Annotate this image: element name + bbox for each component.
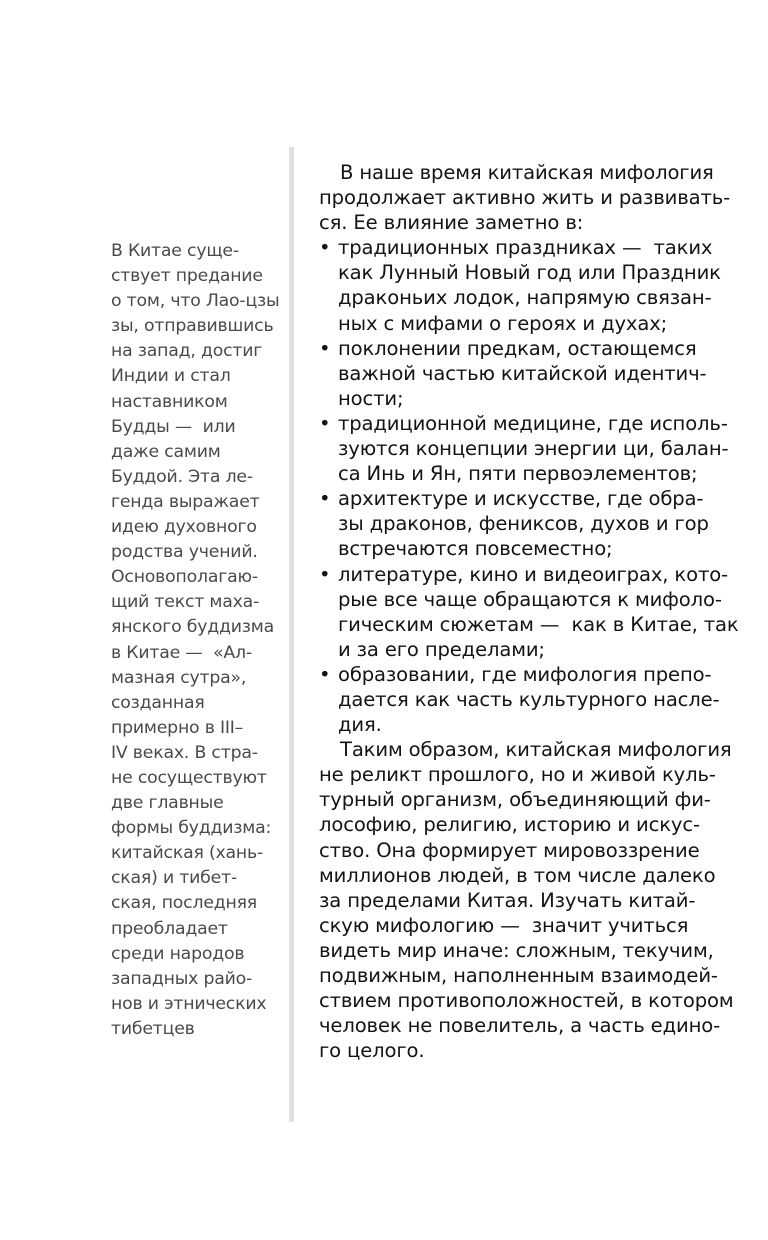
text-line: миллионов людей, в том числе далеко — [319, 863, 716, 887]
list-item — [319, 562, 739, 662]
item-text: литературе, кино и видеоиграх, кото- — [338, 562, 728, 586]
text-line: за пределами Китая. Изучать китай- — [319, 888, 696, 912]
list-item — [319, 662, 720, 737]
sidebar-line: даже самим — [111, 441, 221, 462]
vertical-divider — [289, 147, 294, 1122]
text-line: встречаются повсеместно; — [338, 537, 613, 561]
sidebar-line: нов и этнических — [111, 993, 267, 1014]
sidebar-line: В Китае суще- — [111, 241, 239, 261]
text-line: скую мифологию — значит учиться — [319, 913, 689, 937]
text-line: В наше время китайская мифология — [340, 161, 714, 184]
text-line: рые все чаще обращаются к мифоло- — [338, 587, 722, 611]
bullet-icon: • — [319, 562, 331, 586]
sidebar-line: две главные — [111, 793, 224, 814]
bullet-icon: • — [319, 336, 331, 360]
text-line: видеть мир иначе: сложным, текучим, — [319, 938, 714, 962]
sidebar-line: о том, что Лао-цзы — [111, 291, 280, 312]
text-line: как Лунный Новый год или Праздник — [338, 261, 721, 285]
text-line: и за его пределами; — [338, 637, 545, 661]
sidebar-line: IV веках. В стра- — [111, 742, 258, 763]
sidebar-line: идею духовного — [111, 517, 257, 538]
sidebar-line: Будды — или — [111, 416, 236, 437]
text-line: подвижным, наполненным взаимодей- — [319, 964, 718, 987]
bullet-icon: • — [319, 662, 331, 686]
bullet-icon: • — [319, 236, 331, 260]
main-text — [319, 160, 739, 1063]
sidebar-line: зы, отправившись — [111, 316, 274, 337]
text-line — [319, 336, 699, 361]
list-item — [319, 336, 707, 411]
text-line: дается как часть культурного насле- — [338, 687, 720, 711]
sidebar-line: среди народов — [111, 943, 245, 964]
sidebar-line: ская) и тибет- — [111, 868, 237, 889]
sidebar-line: преобладает — [111, 918, 228, 939]
text-line — [319, 662, 712, 687]
intro-paragraph — [319, 160, 731, 235]
conclusion-paragraph — [319, 737, 734, 1063]
text-line: дия. — [338, 713, 382, 737]
sidebar-line: щий текст маха- — [111, 592, 260, 613]
text-line: драконьих лодок, напрямую связан- — [338, 286, 712, 310]
text-line: го целого. — [319, 1039, 425, 1063]
sidebar-line: Индии и стал — [111, 366, 231, 387]
list-item — [319, 486, 709, 561]
list-item — [319, 411, 729, 486]
sidebar-line: западных райо- — [111, 968, 253, 989]
item-text: архитектуре и искусстве, где обра- — [338, 487, 704, 511]
sidebar-line: Основополагаю- — [111, 567, 258, 588]
list-item — [319, 235, 721, 335]
text-line: ности; — [338, 386, 404, 410]
text-line: Таким образом, китайская мифология — [340, 738, 732, 762]
item-text: поклонении предкам, остающемся — [338, 336, 697, 360]
text-line: ство. Она формирует мировоззрение — [319, 838, 700, 862]
sidebar-line: янского буддизма — [111, 617, 274, 638]
text-line: ствием противоположностей, в котором — [319, 989, 734, 1013]
text-line — [319, 235, 713, 260]
text-line: ных с мифами о героях и духах; — [338, 311, 668, 335]
sidebar-line: примерно в III– — [111, 717, 244, 738]
item-text: образовании, где мифология препо- — [338, 662, 712, 686]
sidebar-line: генда выражает — [111, 491, 260, 512]
sidebar-line: Буддой. Эта ле- — [111, 466, 253, 487]
text-line: лософию, религию, историю и искус- — [319, 813, 700, 837]
text-line — [319, 562, 728, 587]
text-line: ся. Ее влияние заметно в: — [319, 211, 584, 235]
item-text: традиционных праздниках — таких — [338, 236, 713, 260]
item-text: традиционной медицине, где исполь- — [338, 411, 728, 435]
sidebar-note — [111, 239, 280, 1042]
bullet-icon: • — [319, 487, 331, 511]
sidebar-line: не сосуществуют — [111, 767, 267, 788]
text-line — [319, 411, 728, 436]
sidebar-line: на запад, достиг — [111, 341, 263, 362]
sidebar-line: китайская (хань- — [111, 843, 264, 864]
bullet-icon: • — [319, 411, 331, 435]
text-line — [319, 486, 704, 511]
text-line: продолжает активно жить и развивать- — [319, 186, 731, 210]
text-line: гическим сюжетам — как в Китае, так — [338, 612, 739, 636]
sidebar-line: в Китае — «Ал- — [111, 642, 252, 663]
sidebar-line: мазная сутра», — [111, 667, 247, 688]
text-line: турный организм, объединяющий фи- — [319, 788, 711, 812]
text-line: зы драконов, фениксов, духов и гор — [338, 512, 709, 536]
sidebar-line: тибетцев — [111, 1018, 195, 1039]
sidebar-line: созданная — [111, 692, 205, 713]
sidebar-line: наставником — [111, 391, 228, 412]
text-line: важной частью китайской идентич- — [338, 361, 707, 385]
bullet-list — [319, 235, 739, 737]
sidebar-line: ская, последняя — [111, 893, 258, 914]
sidebar-line: родства учений. — [111, 542, 258, 563]
text-line: зуются концепции энергии ци, балан- — [338, 437, 729, 461]
text-line: са Инь и Ян, пяти первоэлементов; — [338, 462, 698, 486]
text-line: человек не повелитель, а часть едино- — [319, 1014, 720, 1038]
sidebar-line: формы буддизма: — [111, 818, 272, 839]
sidebar-line: ствует предание — [111, 266, 263, 287]
text-line: не реликт прошлого, но и живой куль- — [319, 763, 716, 787]
